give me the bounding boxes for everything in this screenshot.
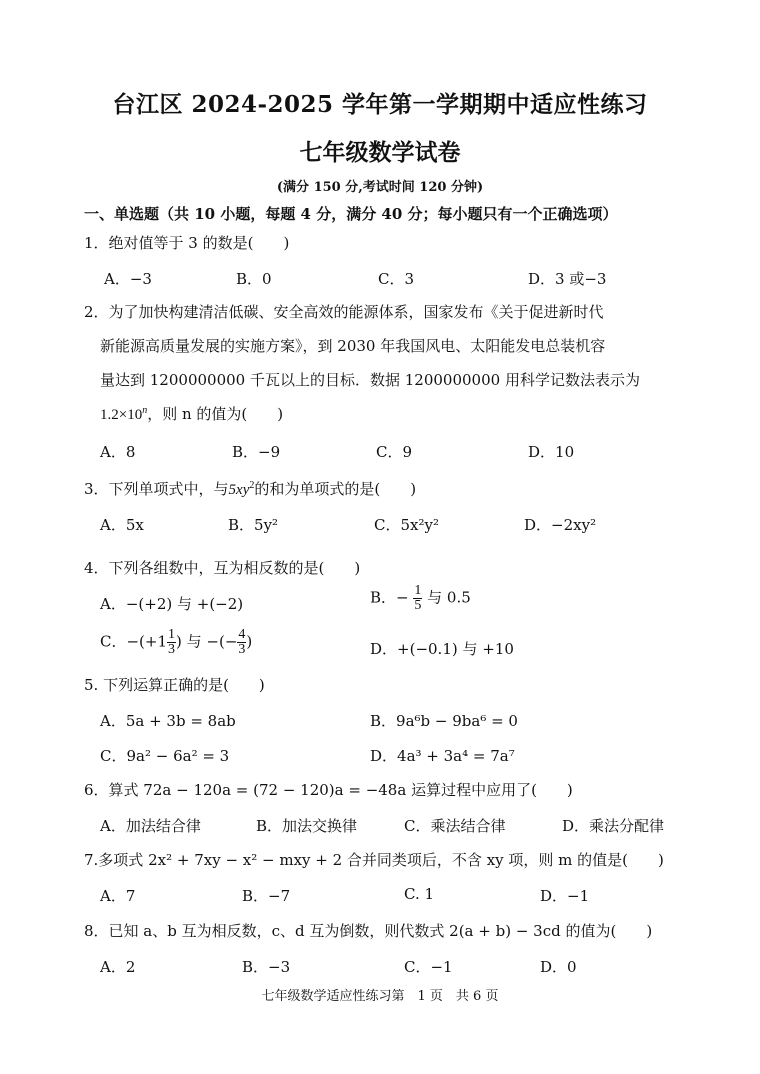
question-1-option-b[interactable]: B．0 — [236, 270, 272, 288]
question-4-option-b[interactable] — [370, 584, 471, 613]
question-6-option-b[interactable]: B．加法交换律 — [256, 817, 358, 835]
question-1-option-c[interactable]: C．3 — [378, 270, 415, 288]
section-heading: 一、单选题（共 10 小题，每题 4 分，满分 40 分；每小题只有一个正确选项） — [84, 205, 618, 223]
question-4-option-c[interactable] — [100, 628, 252, 657]
fraction-numerator: 1 — [414, 583, 422, 598]
question-3-monomial-exponent: 2 — [249, 480, 255, 491]
question-2-option-d[interactable]: D．10 — [528, 443, 575, 461]
question-5-option-c[interactable]: C．9a² − 6a² = 3 — [100, 747, 230, 765]
sci-notation-exponent: n — [142, 405, 148, 416]
question-8-option-c[interactable]: C．−1 — [404, 958, 453, 976]
question-4-option-c-tail: ) — [246, 632, 253, 651]
exam-title: 台江区 2024-2025 学年第一学期期中适应性练习 — [112, 91, 648, 118]
question-4-option-b-tail: 与 0.5 — [427, 588, 471, 607]
question-3-monomial: 5xy — [228, 482, 250, 498]
question-4-option-d[interactable]: D．+(−0.1) 与 +10 — [370, 640, 514, 658]
question-3-option-a[interactable]: A．5x — [100, 516, 144, 534]
page-footer: 七年级数学适应性练习第 1 页 共 6 页 — [261, 989, 499, 1004]
question-7-option-d[interactable]: D．−1 — [540, 887, 590, 905]
question-4-stem: 4．下列各组数中，互为相反数的是( ) — [84, 559, 361, 577]
sci-notation-base: 1.2×10 — [100, 407, 143, 423]
question-1-option-d[interactable]: D．3 或−3 — [528, 270, 607, 288]
question-4-option-c-middle: ) 与 −(− — [176, 632, 238, 651]
question-5-option-d[interactable]: D．4a³ + 3a⁴ = 7a⁷ — [370, 747, 515, 765]
question-2-option-c[interactable]: C．9 — [376, 443, 413, 461]
question-2-option-b[interactable]: B．−9 — [232, 443, 281, 461]
question-1-stem: 1．绝对值等于 3 的数是( ) — [84, 234, 290, 252]
fraction-one-fifth — [413, 584, 422, 613]
question-8-option-a[interactable]: A．2 — [100, 958, 136, 976]
question-4-option-a[interactable]: A．−(+2) 与 +(−2) — [100, 595, 244, 613]
fraction-numerator: 1 — [168, 627, 176, 642]
question-8-stem: 8．已知 a、b 互为相反数，c、d 互为倒数，则代数式 2(a + b) − 3cd 的值为( ) — [84, 922, 653, 940]
exam-note: (满分 150 分,考试时间 120 分钟) — [276, 180, 484, 195]
fraction-one-third — [167, 628, 176, 657]
question-3-stem-tail: 的和为单项式的是( ) — [254, 480, 417, 498]
question-7-stem: 7.多项式 2x² + 7xy − x² − mxy + 2 合并同类项后，不含 xy 项，则 m 的值是( ) — [84, 851, 664, 869]
fraction-numerator: 4 — [238, 627, 246, 642]
question-2-line-2: 新能源高质量发展的实施方案》，到 2030 年我国风电、太阳能发电总装机容 — [100, 337, 606, 355]
question-1-option-a[interactable]: A．−3 — [104, 270, 152, 288]
question-5-option-a[interactable]: A．5a + 3b = 8ab — [100, 712, 236, 730]
question-3-option-c[interactable]: C．5x²y² — [374, 516, 439, 534]
question-5-stem: 5. 下列运算正确的是( ) — [84, 676, 265, 694]
question-7-option-b[interactable]: B．−7 — [242, 887, 291, 905]
question-5-option-b[interactable]: B．9a⁶b − 9ba⁶ = 0 — [370, 712, 518, 730]
question-3-stem — [84, 478, 416, 499]
question-7-option-a[interactable]: A．7 — [100, 887, 136, 905]
fraction-denominator: 3 — [238, 642, 246, 657]
question-7-option-c[interactable]: C. 1 — [404, 885, 435, 903]
question-8-option-b[interactable]: B．−3 — [242, 958, 291, 976]
question-6-option-c[interactable]: C．乘法结合律 — [404, 817, 506, 835]
question-4-option-b-lead: B．− — [370, 588, 409, 607]
question-2-line-4-tail: ，则 n 的值为( ) — [147, 405, 284, 423]
question-2-option-a[interactable]: A．8 — [100, 443, 136, 461]
exam-subtitle: 七年级数学试卷 — [299, 139, 461, 166]
question-6-option-d[interactable]: D．乘法分配律 — [562, 817, 665, 835]
question-3-option-d[interactable]: D．−2xy² — [524, 516, 597, 534]
question-3-option-b[interactable]: B．5y² — [228, 516, 279, 534]
question-2-line-1: 2．为了加快构建清洁低碳、安全高效的能源体系，国家发布《关于促进新时代 — [84, 303, 604, 321]
question-2-line-3: 量达到 1200000000 千瓦以上的目标．数据 1200000000 用科学记数法表示为 — [100, 371, 640, 389]
question-8-option-d[interactable]: D．0 — [540, 958, 577, 976]
question-2-line-4 — [100, 403, 283, 424]
question-3-stem-lead: 3．下列单项式中，与 — [84, 480, 229, 498]
fraction-denominator: 3 — [168, 642, 176, 657]
question-6-option-a[interactable]: A．加法结合律 — [100, 817, 201, 835]
question-6-stem: 6．算式 72a − 120a = (72 − 120)a = −48a 运算过程中应用了( ) — [84, 781, 573, 799]
fraction-denominator: 5 — [414, 598, 422, 613]
question-4-option-c-lead: C．−(+1 — [100, 632, 168, 651]
